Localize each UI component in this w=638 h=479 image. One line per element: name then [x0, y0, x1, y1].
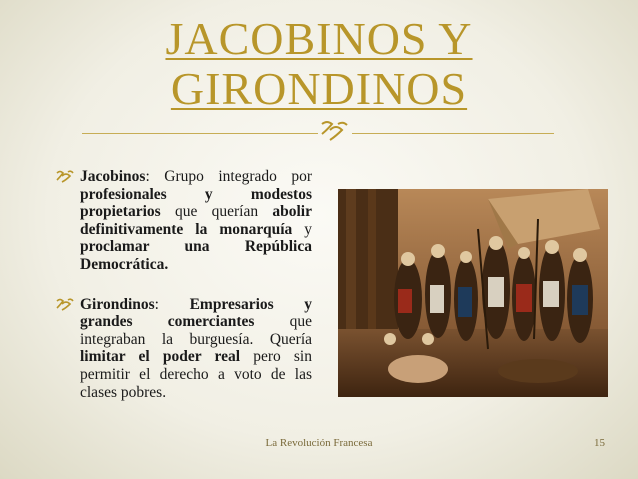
slide-number: 15	[594, 437, 605, 449]
slide-title	[0, 14, 638, 114]
title-line-2: GIRONDINOS	[170, 63, 468, 114]
ornament-icon	[319, 118, 349, 144]
painting-crowd-illustration	[338, 189, 608, 397]
title-divider-left	[82, 133, 318, 134]
title-line-1: JACOBINOS Y	[165, 13, 473, 64]
bullet-text: Girondinos: Empresarios y grandes comerciantes que integraban la burguesía. Quería limitar el poder real pero sin permitir el derecho a voto de las clases pobres.	[80, 295, 312, 401]
bullet-flourish-icon	[56, 169, 74, 183]
bullet-item-girondinos	[56, 296, 312, 402]
historical-painting	[338, 189, 608, 397]
footer-title: La Revolución Francesa	[265, 437, 373, 449]
bullet-list	[56, 168, 312, 423]
title-divider-right	[352, 133, 554, 134]
bullet-text: Jacobinos: Grupo integrado por profesionales y modestos propietarios que querían abolir definitivamente la monarquía y proclamar una República Democrática.	[80, 168, 312, 273]
bullet-flourish-icon	[56, 297, 74, 311]
bullet-item-jacobinos	[56, 168, 312, 274]
